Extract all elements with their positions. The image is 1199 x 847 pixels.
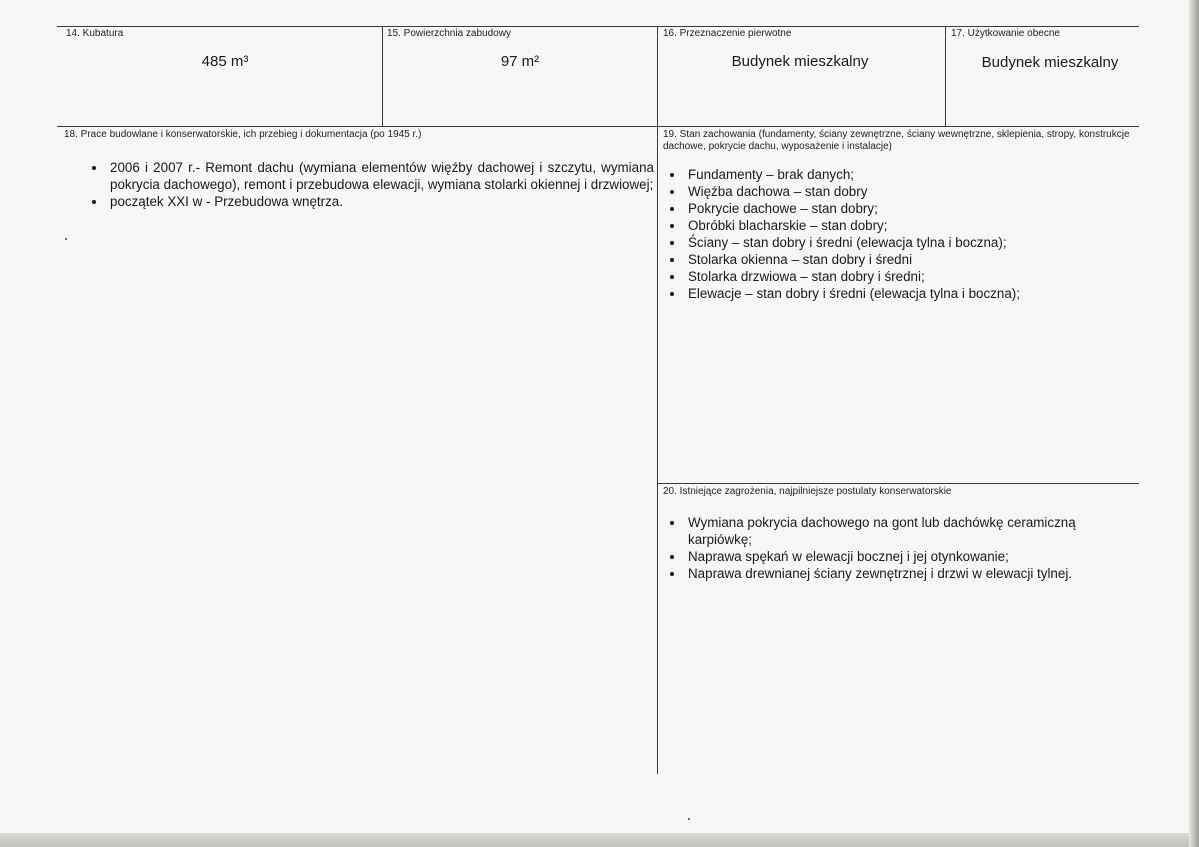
divider-16-17: [945, 26, 946, 126]
uzytkowanie-label: 17. Użytkowanie obecne: [951, 28, 1060, 39]
kubatura-value: 485 m³: [201, 53, 249, 70]
list-item: Naprawa drewnianej ściany zewnętrznej i drzwi w elewacji tylnej.: [666, 565, 1116, 582]
list-item: początek XXI w - Przebudowa wnętrza.: [88, 193, 654, 210]
row1-bottom-rule: [57, 126, 1139, 127]
stan-list: [666, 166, 1136, 302]
scan-speck: [65, 238, 67, 240]
przeznaczenie-label: 16. Przeznaczenie pierwotne: [663, 28, 792, 39]
list-item: Pokrycie dachowe – stan dobry;: [666, 200, 1136, 217]
scan-bottom-edge: [0, 833, 1199, 847]
section20-top-rule: [658, 483, 1139, 484]
kubatura-label: 14. Kubatura: [66, 28, 124, 39]
divider-14-15: [382, 26, 383, 126]
przeznaczenie-value: Budynek mieszkalny: [731, 53, 869, 70]
scan-speck: [688, 818, 690, 820]
uzytkowanie-value: Budynek mieszkalny: [981, 54, 1119, 71]
list-item: Naprawa spękań w elewacji bocznej i jej otynkowanie;: [666, 548, 1116, 565]
list-item: Więźba dachowa – stan dobry: [666, 183, 1136, 200]
list-item: Fundamenty – brak danych;: [666, 166, 1136, 183]
zagrozenia-list: [666, 514, 1116, 582]
list-item: 2006 i 2007 r.- Remont dachu (wymiana elementów więźby dachowej i szczytu, wymiana pokrycia dachowego), remont i przebudowa elewacji, wymiana stolarki okiennej i drzwiowej;: [88, 159, 654, 193]
prace-label: 18. Prace budowlane i konserwatorskie, ich przebieg i dokumentacja (po 1945 r.): [64, 129, 422, 140]
list-item: Wymiana pokrycia dachowego na gont lub dachówkę ceramiczną karpiówkę;: [666, 514, 1116, 548]
prace-list: [88, 159, 654, 210]
stan-label: 19. Stan zachowania (fundamenty, ściany zewnętrzne, ściany wewnętrzne, sklepienia, stropy, konstrukcje dachowe, pokrycie dachu, wyposażenie i instalacje): [663, 129, 1130, 152]
divider-main: [657, 26, 658, 774]
top-rule: [57, 26, 1139, 27]
list-item: Stolarka okienna – stan dobry i średni: [666, 251, 1136, 268]
zagrozenia-label: 20. Istniejące zagrożenia, najpilniejsze postulaty konserwatorskie: [663, 486, 952, 497]
scan-right-edge: [1189, 0, 1199, 847]
powierzchnia-label: 15. Powierzchnia zabudowy: [387, 28, 511, 39]
list-item: Stolarka drzwiowa – stan dobry i średni;: [666, 268, 1136, 285]
list-item: Ściany – stan dobry i średni (elewacja tylna i boczna);: [666, 234, 1136, 251]
powierzchnia-value: 97 m²: [500, 53, 540, 70]
list-item: Elewacje – stan dobry i średni (elewacja tylna i boczna);: [666, 285, 1136, 302]
list-item: Obróbki blacharskie – stan dobry;: [666, 217, 1136, 234]
